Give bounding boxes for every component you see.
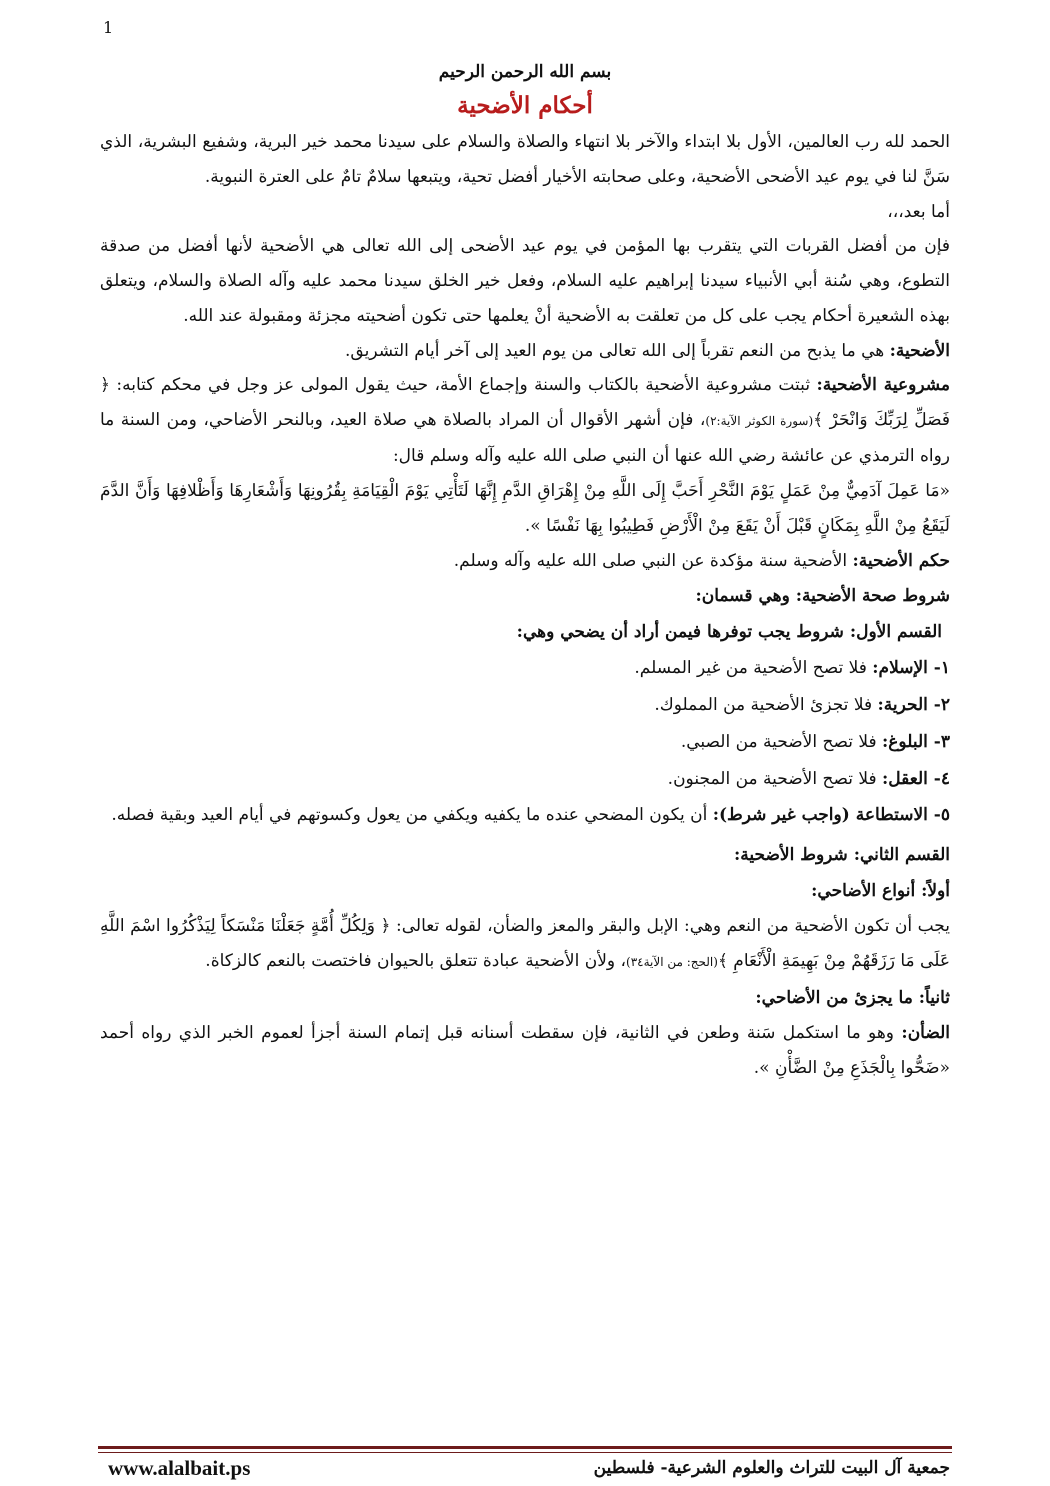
basmala: بسم الله الرحمن الرحيم [438,62,612,82]
legitimacy-text-2: ، فإن أشهر الأقوال أن المراد بالصلاة هي صلاة العيد، وبالنحر الأضاحي، ومن السنة ما رواه الترمذي عن عائشة رضي الله عنها أن النبي صلى الله عليه وآله وسلم قال: [100,410,950,466]
document-body [100,62,950,1086]
legitimacy-ref: (سورة الكوثر الآية:٢) [705,414,814,428]
item-text: فلا تجزئ الأضحية من المملوك. [654,695,878,715]
intro-paragraph: الحمد لله رب العالمين، الأول بلا ابتداء والآخر بلا انتهاء والصلاة والسلام على سيدنا محمد خير البرية، وشفيع البشرية، الذي سَنَّ لنا في يوم عيد الأضحى الأضحية، وعلى صحابته الأخيار أفضل تحية، ويتبعها سلامٌ تامٌ على العترة النبوية. [100,132,951,187]
types-ref: (الحج: من الآية٣٤) [626,955,718,969]
item-label: ٢- الحرية: [877,695,950,715]
page-number: 1 [103,18,114,37]
legitimacy-paragraph [100,368,950,474]
types-text-2: ، ولأن الأضحية عبادة تتعلق بالحيوان فاختصت بالنعم كالزكاة. [205,951,626,971]
types-text-1: يجب أن تكون الأضحية من النعم وهي: الإبل والبقر والمعز والضأن، لقوله تعالى: ﴿ وَلِكُلِّ أُمَّةٍ جَعَلْنَا مَنْسَكاً لِيَذْكُرُوا اسْمَ اللَّهِ عَلَى مَا رَزَقَهُمْ مِنْ بَهِيمَةِ الْأَنْعَامِ ﴾ [100,916,950,971]
list-item [100,724,950,761]
paragraph-qurubat: فإن من أفضل القربات التي يتقرب بها المؤمن في يوم عيد الأضحى إلى الله تعالى هي الأضحية لأنها أفضل من صدقة التطوع، وهي سُنة أبي الأنبياء سيدنا إبراهيم عليه السلام، وفعل خير الخلق سيدنا محمد عليه وآله الصلاة والسلام، ويتعلق بهذه الشعيرة أحكام يجب على كل من تعلقت به الأضحية أنْ يعلمها حتى تكون أضحيته مجزئة ومقبولة عند الله. [100,236,950,326]
definition-label: الأضحية: [889,341,950,361]
footer-rule-thick [98,1446,952,1449]
legitimacy-text-1: ثبتت مشروعية الأضحية بالكتاب والسنة وإجماع الأمة، حيث يقول المولى عز وجل في محكم كتابه: ﴿ فَصَلِّ لِرَبِّكَ وَانْحَرْ ﴾ [100,375,950,430]
footer-organization: جمعية آل البيت للتراث والعلوم الشرعية- فلسطين [593,1458,950,1478]
footer-rule-thin [98,1452,952,1453]
list-item [100,798,950,833]
hadith-paragraph: «مَا عَمِلَ آدَمِيٌّ مِنْ عَمَلٍ يَوْمَ النَّحْرِ أَحَبَّ إِلَى اللَّهِ مِنْ إِهْرَاقِ الدَّمِ إِنَّهَا لَتَأْتِي يَوْمَ الْقِيَامَةِ بِقُرُونِهَا وَأَشْعَارِهَا وَأَظْلافِهَا وَأَنَّ الدَّمَ لَيَقَعُ مِنْ اللَّهِ بِمَكَانٍ قَبْلَ أَنْ يَقَعَ مِنْ الْأَرْضِ فَطِيبُوا بِهَا نَفْسًا ». [100,481,950,536]
list-item [100,761,950,798]
item-text: أن يكون المضحي عنده ما يكفيه ويكفي من يعول وكسوتهم في أيام العيد وبقية فصله. [111,805,713,825]
list-item [100,650,950,687]
item-text: فلا تصح الأضحية من غير المسلم. [634,658,873,678]
ruling-paragraph [100,544,950,578]
ruling-label: حكم الأضحية: [852,551,950,571]
item-label: ٥- الاستطاعة (واجب غير شرط): [712,805,950,825]
part1-list [100,650,950,833]
conditions-heading: شروط صحة الأضحية: وهي قسمان: [695,586,950,606]
footer-website: www.alalbait.ps [108,1456,251,1480]
definition-paragraph [100,334,950,368]
sheep-text: وهو ما استكمل سَنة وطعن في الثانية، فإن سقطت أسنانه قبل إتمام السنة أجزأ لعموم الخبر الذي رواه أحمد «ضَحُّوا بِالْجَذَعِ مِنْ الضَّأْنِ ». [100,1023,950,1078]
types-paragraph [100,909,950,980]
definition-text: هي ما يذبح من النعم تقرباً إلى الله تعالى من يوم العيد إلى آخر أيام التشريق. [345,341,890,361]
part2-heading: القسم الثاني: شروط الأضحية: [733,845,950,865]
ruling-text: الأضحية سنة مؤكدة عن النبي صلى الله عليه وآله وسلم. [453,551,853,571]
amma-baad: أما بعد،،، [887,202,950,222]
sheep-label: الضأن: [901,1023,951,1043]
item-label: ٣- البلوغ: [882,732,950,752]
list-item [100,687,950,724]
types-heading: أولاً: أنواع الأضاحي: [811,881,950,901]
item-text: فلا تصح الأضحية من الصبي. [680,732,883,752]
sheep-paragraph [100,1016,950,1086]
document-title: أحكام الأضحية [457,92,593,119]
sufficient-heading: ثانياً: ما يجزئ من الأضاحي: [755,988,950,1008]
item-label: ٤- العقل: [882,769,950,789]
item-label: ١- الإسلام: [872,658,950,678]
item-text: فلا تصح الأضحية من المجنون. [667,769,883,789]
legitimacy-label: مشروعية الأضحية: [816,375,950,395]
part1-heading: القسم الأول: شروط يجب توفرها فيمن أراد أن يضحي وهي: [516,622,942,642]
